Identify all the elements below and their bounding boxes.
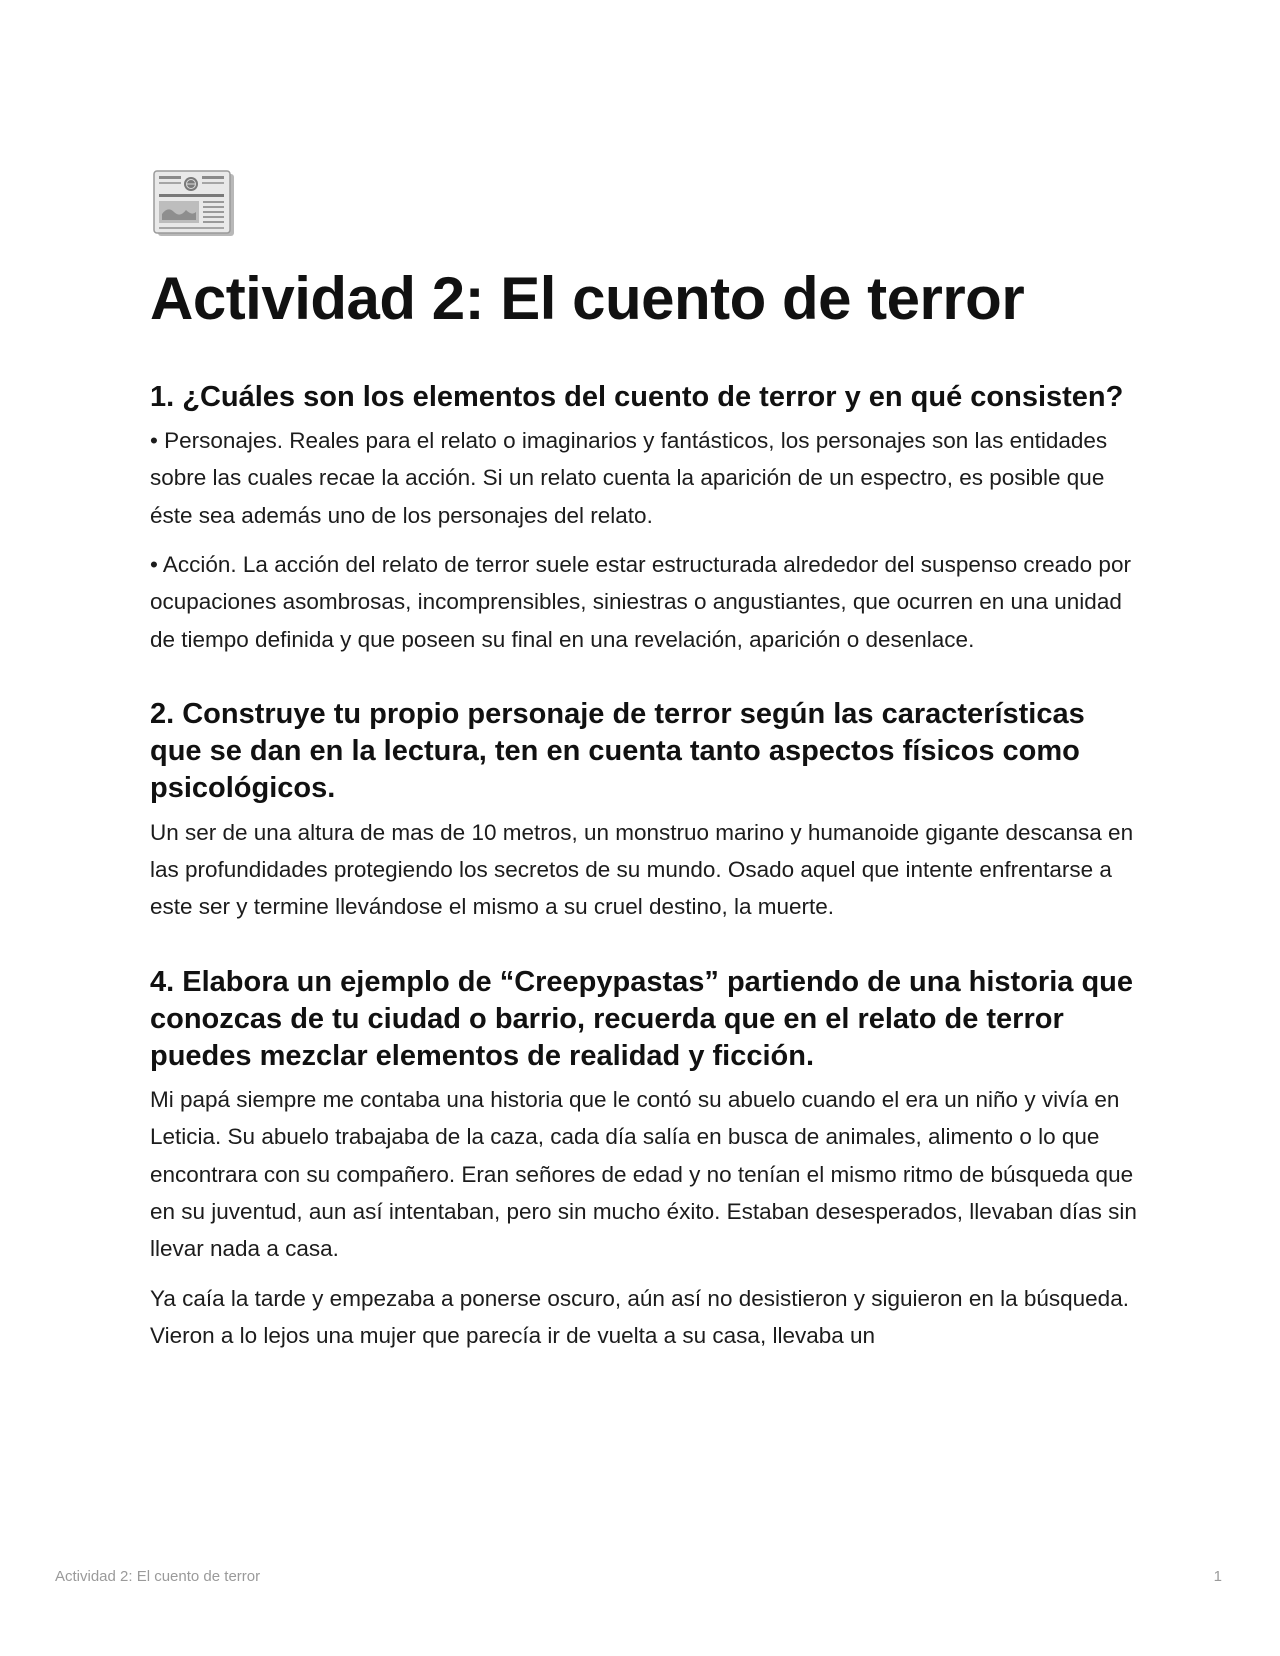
- footer-page-number: 1: [1213, 1568, 1222, 1585]
- question-heading: 1. ¿Cuáles son los elementos del cuento de terror y en qué consisten?: [150, 381, 1124, 413]
- section-question-1: [150, 379, 1140, 658]
- answer-paragraph: Ya caía la tarde y empezaba a ponerse oscuro, aún así no desistieron y siguieron en la búsqueda. Vieron a lo lejos una mujer que parecía ir de vuelta a su casa, llevaba un: [150, 1285, 1129, 1348]
- answer-paragraph: • Personajes. Reales para el relato o imaginarios y fantásticos, los personajes son las entidades sobre las cuales recae la acción. Si un relato cuenta la aparición de un espectro, es posible que éste sea además uno de los personajes del relato.: [150, 428, 1108, 528]
- answer-paragraph: Un ser de una altura de mas de 10 metros, un monstruo marino y humanoide gigante descansa en las profundidades protegiendo los secretos de su mundo. Osado aquel que intente enfrentarse a este ser y termine llevándose el mismo a su cruel destino, la muerte.: [150, 819, 1134, 920]
- answer-paragraph: • Acción. La acción del relato de terror suele estar estructurada alrededor del suspenso creado por ocupaciones asombrosas, incomprensibles, siniestras o angustiantes, que ocurren en una unidad de tiempo definida y que poseen su final en una revelación, aparición o desenlace.: [150, 552, 1131, 652]
- question-heading: 4. Elabora un ejemplo de “Creepypastas” partiendo de una historia que conozcas de tu ciudad o barrio, recuerda que en el relato de terror puedes mezclar elementos de realidad y ficción.: [150, 965, 1134, 1072]
- newspaper-icon: [152, 170, 236, 238]
- answer-paragraph: Mi papá siempre me contaba una historia que le contó su abuelo cuando el era un niño y vivía en Leticia. Su abuelo trabajaba de la caza, cada día salía en busca de animales, alimento o lo que encontrara con su compañero. Eran señores de edad y no tenían el mismo ritmo de búsqueda que en su juventud, aun así intentaban, pero sin mucho éxito. Estaban desesperados, llevaban días sin llevar nada a casa.: [150, 1086, 1137, 1262]
- footer-document-title: Actividad 2: El cuento de terror: [55, 1568, 261, 1585]
- section-question-4: [150, 964, 1140, 1355]
- document-page: [150, 170, 1140, 1354]
- section-question-2: [150, 696, 1140, 925]
- question-heading: 2. Construye tu propio personaje de terror según las características que se dan en la lectura, ten en cuenta tanto aspectos físicos como psicológicos.: [150, 698, 1085, 805]
- page-title: Actividad 2: El cuento de terror: [150, 265, 1025, 332]
